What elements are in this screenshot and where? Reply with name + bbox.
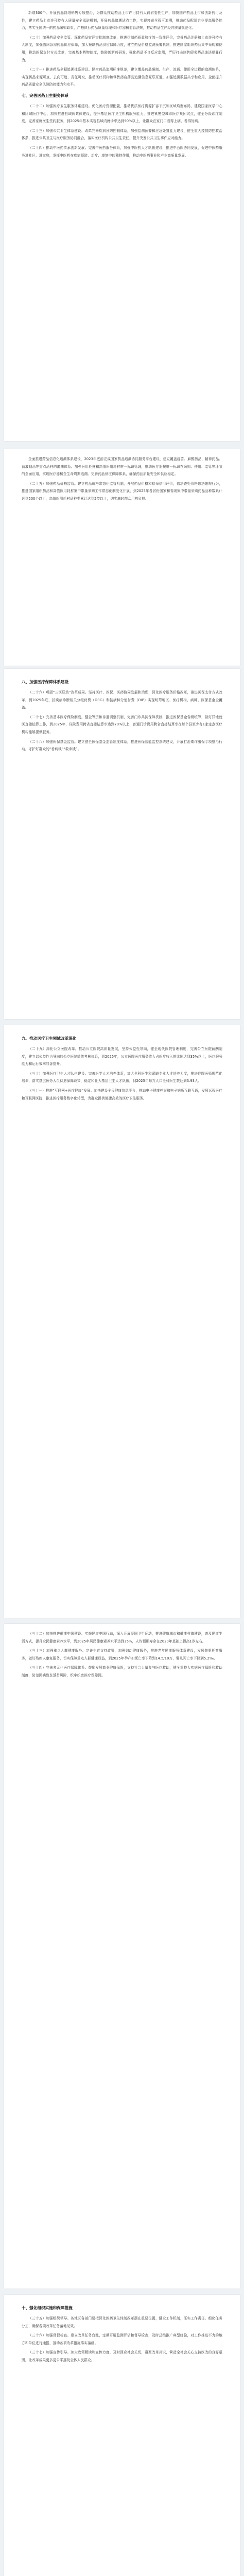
document-page [4, 449, 240, 666]
paragraph: 新增300个。开展药品网络销售专项整治，为群众推动药品上市许可持有人跨省委托生产，加快国产药品上市和创新药可及性，建立药品上市许可持有人质量安全承诺机制，开展药品追溯试点工作，实现疫苗全程可追溯，推动药品配送企业提高服务能力，落实全国统一的药品采购政策，严格执行药品质量管理和医疗器械监管法规，推动药品生产经营质量规范化。 [22, 11, 222, 30]
document-page [4, 1624, 240, 2289]
paragraph: 全面推进药品信息化追溯体系建设，2023年底前完成国家药品追溯协同服务平台建设，建立覆盖疫苗、麻醉药品、精神药品、血液制品等重点品种的追溯体系。加强医用耗材和高值医用耗材唯一标识管理，推动医疗器械唯一标识在采购、使用、监管等环节的全面应用，实现医疗器械全生命周期追溯。完善药品供应保障体系，确保药品质量安全和供应稳定。 [22, 457, 222, 477]
paragraph: （二十五）加强药品价格监管。建立药品价格常态化监管机制，开展药品价格和招采信用评价，依法查处价格违法违规行为，推进国家组织药品和高值医用耗材集中带量采购工作常态化制度化开展，到2025年各省份国家和省级集中带量采购药品品种数累计达到500个以上，高值医用耗材品种类累计达到5类以上，切实减轻群众用药负担。 [22, 481, 222, 501]
document-page [4, 2295, 240, 2576]
paragraph: （三十七）加强宣传引导。加大政策解读和宣传力度，及时回应社会关切，凝聚改革共识，营造全社会关心支持医改的良好氛围，让改革成果更多更公平惠及全体人民群众。 [22, 2350, 222, 2362]
paragraph: （二十六）巩固“三医联动”改革成果。坚持医疗、医保、医药协同发展和治理，深化医疗服务价格改革，推进医保支付方式改革，到2025年底，按疾病诊断相关分组付费（DRG）和按病种分值付费（DIP）实现统筹地区、医疗机构、病种、医保基金全覆盖。 [22, 690, 222, 710]
paragraph: （三十三）加强重点人群健康服务。完善生育支持政策，加强妇幼健康服务，推进老年健康服务体系建设，发展普惠托育服务，做好残疾人康复服务，切实保障重点人群健康权益，到2025年孕产妇死亡率下降到14.5/10万，婴儿死亡率下降到5.2‰。 [22, 1649, 222, 1660]
section-heading: 七、完善医药卫生服务体系 [22, 93, 69, 98]
paragraph: （二十九）深化公立医院改革。推动公立医院高质量发展，坚持公益性导向，健全现代医院管理制度，完善公立医院薪酬制度，建立以公益性为导向的公立医院绩效考核体系，到2025年，公立医院医疗服务收入占医疗收入的比例达到35%以上，医疗服务能力和运行效率显著提升。 [22, 1047, 222, 1066]
paragraph: （二十八）加强医保基金监管。建立健全医保基金监管制度体系，推进医保智能监控系统建设，开展打击欺诈骗保专项整治行动，守护好群众的“看病钱”“救命钱”。 [22, 739, 222, 752]
paragraph: （三十二）加快推进健康中国建设。实施健康中国行动，深入开展爱国卫生运动，推进健康城市和健康村镇建设，普及健康生活方式，提升全民健康素养水平，到2025年居民健康素养水平达到25%，人均预期寿命在2020年基础上提高1岁左右。 [22, 1632, 222, 1643]
document-page [4, 3, 240, 441]
paragraph: （三十六）加强督促检查。建立改革任务台账，定期开展监测评估和督导检查，及时总结推广典型经验，对工作推进不力的地方和单位进行通报，推动各项改革措施落实落细。 [22, 2333, 222, 2345]
paragraph: （三十）加强医疗卫生人才队伍建设。完善医学人才培养体系，加大全科医生和紧缺专业人才培养力度，推进住院医师规范化培训，落实基层医务人员待遇保障政策，稳定和壮大基层卫生人才队伍，到2025年每万人口全科医生数达到3.93人。 [22, 1071, 222, 1083]
document-page [4, 669, 240, 1019]
paragraph: （三十四）完善多元化医疗保障体系。鼓励发展商业健康保险，支持社会力量参与医疗救助，健全重特大疾病医疗保险和救助制度，防范因病致贫返贫风险，织牢织密医疗保障网。 [22, 1666, 222, 1677]
paragraph: （三十五）加强组织领导。各地区各部门要把深化医药卫生体制改革摆在重要位置，健全工作机制，压实工作责任，细化任务分工，确保各项改革任务落地见效。 [22, 2316, 222, 2328]
section-heading: 八、加强医疗保障体系建设 [22, 680, 69, 684]
paragraph: （二十四）推动中医药传承创新发展。完善中医药服务体系，加强中医药人才队伍建设，推进中西医协同发展，促进中医药服务进社区、进家庭，发挥中医药在疾病预防、治疗、康复中的独特作用，推动中医药事业和产业高质量发展。 [22, 145, 222, 158]
paragraph: （二十）加强药品安全监管。深化药品审评审批制度改革，推进仿制药质量和疗效一致性评价，完善药品注册和上市许可持有人制度，加强临床急需药品供应保障，加大短缺药品供应保障力度，建立药品价格监测预警机制，推进国家组织药品集中采购和使用，推动医保支付方式改革，完善基本药物制度，鼓励创新药研发，强化药品不良反应监测，严厉打击制售假劣药品违法犯罪行为。 [22, 35, 222, 62]
section-heading: 九、推动医疗卫生领域改革深化 [22, 1036, 77, 1041]
paragraph: （二十七）完善基本医疗保险制度。健全筹资和待遇调整机制，完善门诊共济保障机制，推进医保基金省级统筹，做好异地就医直接结算工作，到2025年，住院费用跨省直接结算率达到70%以上，普通门诊费用跨省直接结算率在每个县至少有1家定点医疗机构能够提供服务。 [22, 715, 222, 734]
paragraph: （二十二）加强医疗卫生服务体系建设。优化医疗资源配置，推动优质医疗资源扩容下沉和区域均衡布局，建设国家医学中心和区域医疗中心，加快推进县域医共体建设，提升基层医疗卫生机构服务能力，推进紧密型城市医疗集团试点，健全分级诊疗制度，完善家庭医生签约服务，到2025年基本实现县域内就诊率达到90%以上，让群众在家门口看得上病、看得好病。 [22, 104, 222, 124]
document-page [4, 1025, 240, 1618]
paragraph: （三十一）推进“互联网+医疗健康”发展。加快建设全民健康信息平台，推动电子健康档案和电子病历互联互通，发展远程医疗和互联网医院，推进医疗服务数字化转型，为群众提供便捷高效的医疗卫生服务。 [22, 1088, 222, 1100]
paragraph: （二十一）推进药品全程追溯体系建设。健全药品追溯标准规范，建立覆盖药品研制、生产、流通、使用全过程的追溯体系，实现药品来源可查、去向可追、责任可究，推动医疗机构和零售药店药品追溯信息互联互通，加强追溯数据共享和应用，全面提升药品质量安全风险防控能力和水平。 [22, 67, 222, 87]
paragraph: （二十三）加强公共卫生体系建设。改革完善疾病预防控制体系，加强监测预警和应急处置能力建设，健全重大疫情防控救治体系，推进公共卫生与医疗服务协同融合，落实医疗机构公共卫生责任，提升突发公共卫生事件应对能力。 [22, 128, 222, 141]
section-heading: 十、强化组织实施和保障措施 [22, 2306, 73, 2310]
